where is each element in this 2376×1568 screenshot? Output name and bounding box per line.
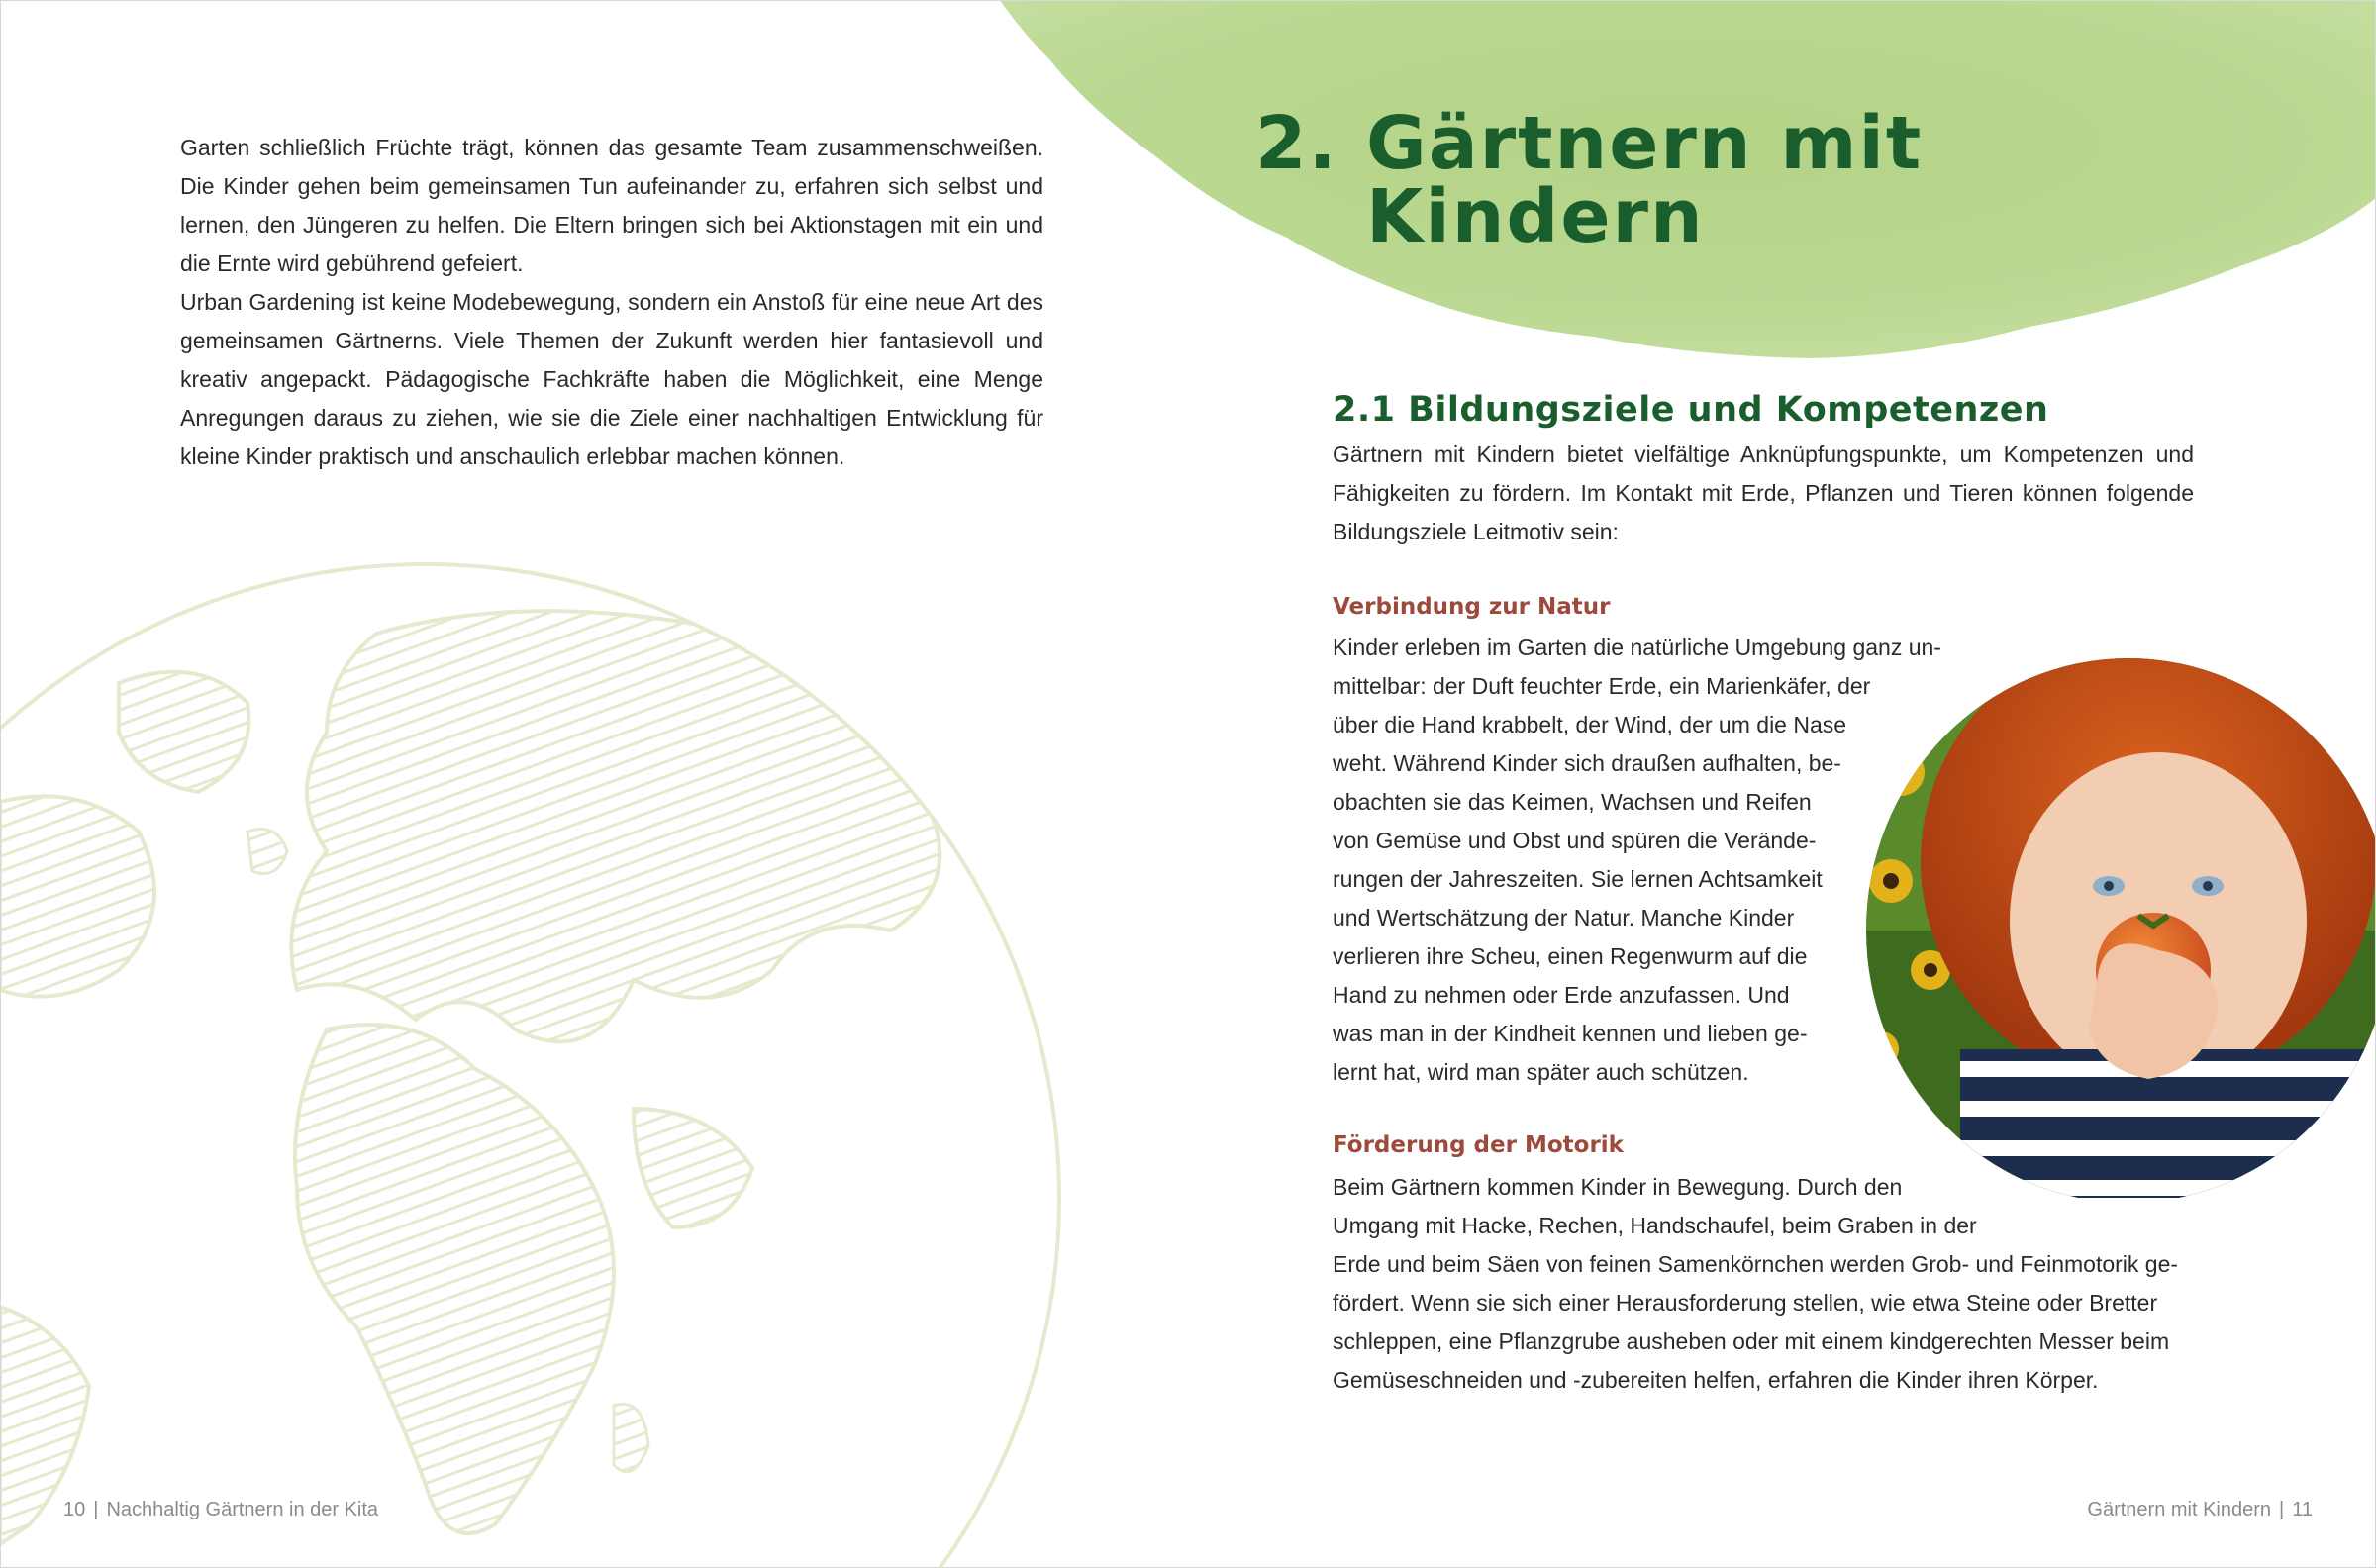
text-line: und Wertschätzung der Natur. Manche Kinder	[1333, 905, 1795, 931]
left-page-text	[180, 129, 1043, 476]
text-line: weht. Während Kinder sich draußen aufhalten, be-	[1333, 750, 1841, 776]
text-line: Erde und beim Säen von feinen Samenkörnchen werden Grob- und Feinmotorik ge-	[1333, 1251, 2179, 1277]
text-line: Kinder erleben im Garten die natürliche Umgebung ganz un-	[1333, 635, 1941, 660]
text-line: mittelbar: der Duft feuchter Erde, ein Marienkäfer, der	[1333, 673, 1871, 699]
chapter-title	[1255, 101, 2047, 259]
continent-eurasia	[291, 611, 940, 1041]
text-line: lernt hat, wird man später auch schützen.	[1333, 1059, 1749, 1085]
left-footer	[63, 1499, 378, 1521]
text-line: schleppen, eine Pflanzgrube ausheben oder mit einem kindgerechten Messer beim	[1333, 1328, 2170, 1354]
subheading-motor: Förderung der Motorik	[1333, 1132, 1624, 1158]
text-line: Gemüseschneiden und -zubereiten helfen, erfahren die Kinder ihren Körper.	[1333, 1367, 2099, 1393]
continent-americas	[0, 796, 154, 996]
text-line: von Gemüse und Obst und spüren die Verände-	[1333, 828, 1817, 853]
text-line: über die Hand krabbelt, der Wind, der um die Nase	[1333, 712, 1847, 737]
text-line: was man in der Kindheit kennen und lieben ge-	[1333, 1021, 1808, 1046]
text-line: Hand zu nehmen oder Erde anzufassen. Und	[1333, 982, 1790, 1008]
page-number: 10	[63, 1499, 86, 1520]
text-line: Umgang mit Hacke, Rechen, Handschaufel, beim Graben in der	[1333, 1213, 1977, 1238]
chapter-title-line1: Gärtnern mit	[1366, 101, 1924, 186]
footer-separator: |	[93, 1499, 99, 1520]
section-intro: Gärtnern mit Kindern bietet vielfältige Anknüpfungspunkte, um Kompetenzen und Fähigkeiten zu fördern. Im Kontakt mit Erde, Pflanzen und Tieren können folgende Bildungsziele Leitmotiv sein:	[1333, 441, 2194, 544]
left-paragraph: Urban Gardening ist keine Modebewegung, sondern ein Anstoß für eine neue Art des gemeinsamen Gärtnerns. Viele Themen der Zukunft werden hier fantasievoll und kreativ angepackt. Pädagogische Fachkräfte haben die Möglichkeit, eine Menge Anregungen daraus zu ziehen, wie sie die Ziele einer nachhaltigen Entwicklung für kleine Kinder praktisch und anschaulich erlebbar machen können.	[180, 289, 1043, 469]
text-line: fördert. Wenn sie sich einer Herausforderung stellen, wie etwa Steine oder Bretter	[1333, 1290, 2158, 1316]
text-line: obachten sie das Keimen, Wachsen und Reifen	[1333, 789, 1812, 815]
left-paragraph: Garten schließlich Früchte trägt, können das gesamte Team zusammenschweißen. Die Kinder gehen beim gemeinsamen Tun aufeinander zu, erfahren sich selbst und lernen, den Jüngeren zu helfen. Die Eltern bringen sich bei Aktionstagen mit ein und die Ernte wird gebührend gefeiert.	[180, 135, 1043, 276]
text-line: rungen der Jahreszeiten. Sie lernen Achtsamkeit	[1333, 866, 1823, 892]
chapter-number: 2.	[1255, 101, 1338, 186]
running-title: Gärtnern mit Kindern	[2087, 1499, 2272, 1520]
island-madagascar	[614, 1404, 648, 1471]
continent-africa	[295, 1025, 614, 1533]
globe-illustration	[0, 554, 1109, 1568]
text-line: verlieren ihre Scheu, einen Regenwurm auf die	[1333, 943, 1808, 969]
section-title: 2.1 Bildungsziele und Kompetenzen	[1333, 390, 2049, 430]
motor-text	[1333, 1168, 2194, 1400]
page-number: 11	[2292, 1499, 2313, 1520]
footer-separator: |	[2279, 1499, 2285, 1520]
running-title: Nachhaltig Gärtnern in der Kita	[106, 1499, 379, 1520]
child-with-tomato-photo	[1861, 634, 2376, 1198]
continent-greenland	[119, 672, 248, 792]
continent-arabia	[634, 1109, 752, 1227]
chapter-title-line2: Kindern	[1366, 174, 1705, 259]
text-line: Beim Gärtnern kommen Kinder in Bewegung. Durch den	[1333, 1174, 1903, 1200]
subheading-nature: Verbindung zur Natur	[1333, 594, 1611, 620]
right-footer	[2087, 1499, 2313, 1521]
island-uk	[248, 830, 287, 874]
